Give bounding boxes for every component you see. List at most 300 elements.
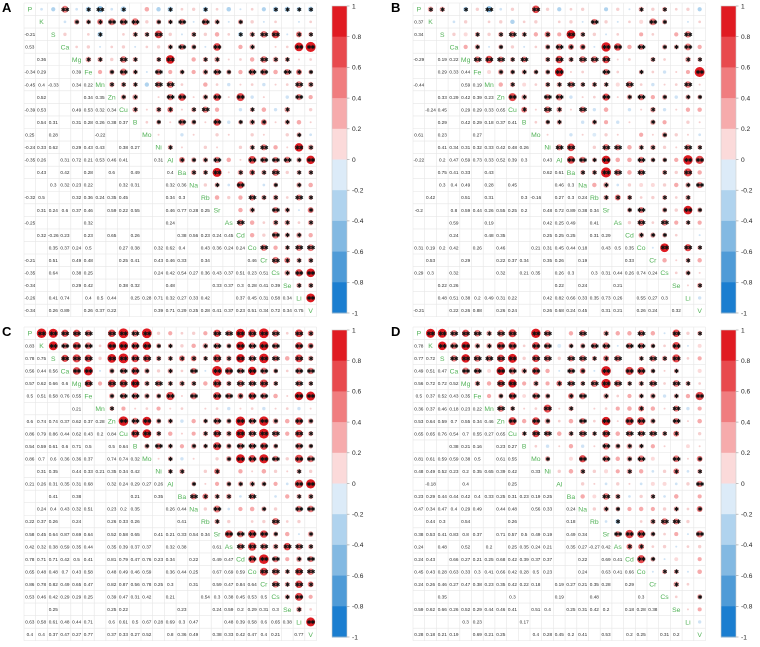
svg-text:✱✱: ✱✱ — [119, 394, 128, 401]
element-label: As — [224, 220, 233, 228]
svg-text:0.24: 0.24 — [578, 569, 588, 575]
svg-text:0.39: 0.39 — [496, 469, 506, 475]
svg-text:0.62: 0.62 — [72, 418, 82, 424]
svg-text:✱✱: ✱✱ — [84, 356, 93, 363]
element-label: Rb — [589, 518, 599, 526]
colorbar-tick-label: -0.4 — [352, 218, 364, 226]
svg-text:✱: ✱ — [226, 481, 231, 488]
svg-text:0.49: 0.49 — [461, 182, 471, 188]
svg-text:0.49: 0.49 — [118, 569, 129, 575]
svg-text:✱: ✱ — [686, 195, 690, 202]
svg-text:0.48: 0.48 — [83, 257, 93, 263]
svg-text:0.7: 0.7 — [462, 431, 469, 437]
svg-text:0.71: 0.71 — [48, 556, 58, 562]
svg-text:✱✱: ✱✱ — [461, 331, 470, 338]
svg-text:✱✱: ✱✱ — [684, 82, 692, 89]
svg-text:0.74: 0.74 — [118, 456, 129, 462]
svg-text:0.6: 0.6 — [260, 619, 268, 625]
svg-text:✱: ✱ — [697, 594, 702, 601]
svg-text:✱✱: ✱✱ — [602, 170, 610, 177]
svg-text:✱✱: ✱✱ — [119, 19, 128, 26]
svg-text:0.24: 0.24 — [72, 519, 82, 525]
svg-text:✱✱: ✱✱ — [625, 431, 634, 438]
element-label: Zn — [496, 94, 505, 102]
svg-text:0.59: 0.59 — [107, 207, 117, 213]
element-label: S — [50, 355, 56, 363]
svg-text:✱✱: ✱✱ — [602, 145, 610, 152]
panel-c-label: C — [2, 324, 12, 339]
svg-text:0.37: 0.37 — [224, 308, 234, 314]
svg-text:✱: ✱ — [569, 394, 573, 401]
svg-text:0.41: 0.41 — [48, 494, 58, 500]
svg-text:0.32: 0.32 — [449, 270, 459, 276]
element-label: Sr — [602, 207, 610, 215]
svg-text:✱: ✱ — [168, 19, 173, 26]
svg-text:0.35: 0.35 — [566, 544, 576, 550]
svg-text:0.23: 0.23 — [484, 581, 494, 587]
svg-text:0.47: 0.47 — [247, 632, 257, 638]
svg-text:0.41: 0.41 — [589, 220, 599, 226]
svg-text:0.53: 0.53 — [414, 418, 424, 424]
svg-text:✱: ✱ — [308, 419, 313, 426]
colorbar-ticks — [736, 3, 753, 317]
svg-text:0.25: 0.25 — [153, 581, 164, 587]
svg-text:✱: ✱ — [545, 456, 550, 463]
element-label: Ba — [177, 169, 187, 177]
svg-text:0.39: 0.39 — [235, 619, 246, 625]
svg-text:0.59: 0.59 — [212, 581, 222, 587]
svg-text:0.27: 0.27 — [118, 245, 129, 251]
svg-text:✱: ✱ — [615, 195, 620, 202]
svg-text:✱✱: ✱✱ — [695, 70, 704, 77]
svg-text:✱✱: ✱✱ — [531, 419, 540, 426]
svg-text:0.21: 0.21 — [437, 632, 447, 638]
svg-text:✱✱: ✱✱ — [306, 569, 315, 576]
element-label: As — [224, 544, 233, 552]
svg-text:0.31: 0.31 — [72, 119, 82, 125]
svg-text:0.5: 0.5 — [131, 619, 139, 625]
svg-text:✱✱: ✱✱ — [306, 295, 315, 302]
svg-text:✱: ✱ — [662, 157, 667, 164]
svg-text:✱✱: ✱✱ — [695, 157, 704, 164]
svg-text:0.37: 0.37 — [72, 207, 82, 213]
element-label: As — [613, 544, 622, 552]
svg-text:✱✱: ✱✱ — [224, 331, 233, 338]
svg-text:✱✱: ✱✱ — [306, 245, 315, 252]
svg-text:0.58: 0.58 — [118, 531, 129, 537]
svg-text:0.31: 0.31 — [72, 481, 82, 487]
svg-text:0.26: 0.26 — [449, 283, 459, 289]
svg-text:0.26: 0.26 — [461, 308, 471, 314]
svg-text:0.21: 0.21 — [542, 544, 553, 550]
svg-text:✱✱: ✱✱ — [119, 70, 128, 77]
colorbar-tick-label: 0.2 — [741, 126, 751, 134]
svg-text:✱: ✱ — [297, 494, 301, 501]
colorbar-tick-label: -0.4 — [741, 542, 753, 550]
element-label: Zn — [107, 94, 116, 102]
svg-text:✱: ✱ — [156, 431, 161, 438]
svg-text:✱✱: ✱✱ — [213, 368, 221, 375]
svg-text:✱: ✱ — [308, 32, 313, 39]
svg-text:0.89: 0.89 — [566, 207, 576, 213]
svg-text:✱: ✱ — [308, 258, 313, 265]
svg-text:0.33: 0.33 — [484, 157, 494, 163]
svg-text:✱✱: ✱✱ — [578, 107, 587, 114]
svg-text:✱: ✱ — [627, 444, 632, 451]
svg-text:✱: ✱ — [238, 120, 243, 127]
panel-d — [389, 324, 760, 647]
svg-text:✱✱: ✱✱ — [684, 245, 692, 252]
svg-text:0.47: 0.47 — [118, 594, 129, 600]
element-label: Mn — [484, 405, 494, 413]
svg-text:0.62: 0.62 — [165, 245, 175, 251]
svg-text:✱✱: ✱✱ — [684, 145, 692, 152]
svg-text:✱✱: ✱✱ — [259, 32, 268, 39]
svg-text:0.24: 0.24 — [414, 544, 424, 550]
svg-text:✱: ✱ — [285, 120, 290, 127]
svg-text:0.33: 0.33 — [449, 69, 459, 75]
svg-text:0.25: 0.25 — [83, 270, 93, 276]
svg-text:0.25: 0.25 — [542, 232, 553, 238]
svg-text:✱: ✱ — [662, 233, 667, 240]
element-label: Se — [672, 606, 681, 614]
svg-text:✱: ✱ — [627, 208, 632, 215]
svg-text:0.44: 0.44 — [484, 607, 494, 613]
svg-text:-0.18: -0.18 — [425, 481, 436, 487]
svg-text:-0.16: -0.16 — [530, 195, 542, 201]
svg-text:0.53: 0.53 — [601, 632, 611, 638]
svg-text:✱✱: ✱✱ — [648, 431, 657, 438]
colorbar-tick-label: 0.2 — [741, 450, 751, 458]
svg-text:✱: ✱ — [156, 120, 161, 127]
svg-text:-0.32: -0.32 — [24, 195, 36, 201]
element-label: Fe — [473, 393, 482, 401]
svg-text:0.69: 0.69 — [601, 556, 611, 562]
svg-text:✱: ✱ — [261, 170, 266, 177]
svg-text:✱: ✱ — [522, 107, 527, 114]
svg-text:0.55: 0.55 — [72, 393, 82, 399]
svg-text:✱: ✱ — [639, 381, 644, 388]
svg-text:✱✱: ✱✱ — [213, 331, 221, 338]
colorbar-tick-label: 0.8 — [352, 34, 362, 41]
svg-text:✱✱: ✱✱ — [213, 120, 221, 127]
svg-text:-0.25: -0.25 — [24, 220, 36, 226]
svg-text:✱✱: ✱✱ — [660, 245, 669, 252]
svg-text:0.21: 0.21 — [72, 406, 82, 412]
element-label: P — [416, 330, 422, 338]
svg-text:✱: ✱ — [203, 444, 208, 451]
svg-text:0.53: 0.53 — [25, 44, 35, 50]
svg-text:✱: ✱ — [650, 120, 655, 127]
svg-text:0.34: 0.34 — [165, 195, 175, 201]
element-label: Mg — [460, 56, 471, 64]
svg-text:0.72: 0.72 — [554, 207, 564, 213]
svg-text:✱: ✱ — [674, 44, 679, 51]
svg-text:✱: ✱ — [308, 170, 313, 177]
svg-text:✱✱: ✱✱ — [283, 544, 292, 551]
element-label: B — [132, 119, 138, 127]
svg-text:0.36: 0.36 — [165, 569, 175, 575]
svg-text:✱✱: ✱✱ — [637, 343, 646, 350]
svg-text:0.25: 0.25 — [189, 308, 199, 314]
svg-text:✱✱: ✱✱ — [543, 356, 552, 363]
colorbar-tick-label: 0.8 — [741, 358, 751, 365]
svg-text:✱✱: ✱✱ — [684, 157, 692, 164]
svg-text:✱: ✱ — [191, 381, 196, 388]
svg-text:0.3: 0.3 — [178, 619, 186, 625]
svg-text:✱✱: ✱✱ — [648, 356, 657, 363]
svg-text:✱✱: ✱✱ — [602, 456, 610, 463]
svg-text:0.53: 0.53 — [247, 594, 257, 600]
element-label: Na — [578, 506, 588, 514]
svg-text:0.77: 0.77 — [177, 207, 187, 213]
svg-text:0.44: 0.44 — [496, 506, 506, 512]
svg-text:0.38: 0.38 — [72, 270, 82, 276]
svg-text:0.27: 0.27 — [189, 270, 199, 276]
svg-text:✱✱: ✱✱ — [131, 394, 140, 401]
svg-text:✱✱: ✱✱ — [271, 258, 280, 265]
svg-text:0.5: 0.5 — [96, 295, 104, 301]
svg-text:0.64: 0.64 — [83, 531, 93, 537]
svg-text:✱: ✱ — [308, 195, 313, 202]
svg-text:0.24: 0.24 — [578, 283, 588, 289]
svg-text:0.28: 0.28 — [437, 569, 447, 575]
svg-text:0.59: 0.59 — [414, 607, 424, 613]
svg-text:0.49: 0.49 — [414, 368, 424, 374]
svg-text:✱✱: ✱✱ — [166, 95, 175, 102]
svg-text:✱✱: ✱✱ — [119, 356, 128, 363]
svg-text:✱: ✱ — [308, 208, 313, 215]
svg-text:0.32: 0.32 — [107, 481, 117, 487]
svg-text:0.76: 0.76 — [60, 393, 70, 399]
svg-text:✱: ✱ — [261, 195, 266, 202]
svg-text:0.18: 0.18 — [449, 406, 459, 412]
svg-text:0.31: 0.31 — [601, 270, 611, 276]
svg-text:✱✱: ✱✱ — [555, 145, 564, 152]
element-label: Na — [189, 506, 199, 514]
svg-text:✱✱: ✱✱ — [236, 444, 245, 451]
svg-text:✱: ✱ — [308, 145, 313, 152]
svg-text:✱✱: ✱✱ — [555, 57, 564, 64]
svg-text:✱✱: ✱✱ — [271, 343, 280, 350]
svg-text:✱: ✱ — [109, 70, 114, 77]
svg-text:0.23: 0.23 — [484, 94, 494, 100]
svg-text:0.2: 0.2 — [602, 607, 610, 613]
svg-text:0.5: 0.5 — [108, 443, 116, 449]
svg-text:0.36: 0.36 — [177, 632, 187, 638]
svg-text:0.86: 0.86 — [25, 431, 35, 437]
svg-text:0.25: 0.25 — [130, 295, 140, 301]
svg-text:0.44: 0.44 — [613, 270, 623, 276]
svg-text:0.38: 0.38 — [130, 245, 140, 251]
svg-text:0.29: 0.29 — [414, 270, 424, 276]
svg-text:✱✱: ✱✱ — [213, 394, 221, 401]
svg-text:✱✱: ✱✱ — [248, 557, 257, 564]
svg-text:✱✱: ✱✱ — [684, 44, 692, 51]
svg-text:-0.34: -0.34 — [24, 308, 36, 314]
svg-text:✱: ✱ — [203, 343, 208, 350]
svg-text:✱✱: ✱✱ — [625, 82, 634, 89]
svg-text:✱: ✱ — [191, 481, 196, 488]
svg-text:0.56: 0.56 — [48, 368, 58, 374]
svg-text:0.26: 0.26 — [48, 308, 58, 314]
panel-c-matrix — [2, 324, 371, 647]
svg-text:✱✱: ✱✱ — [84, 331, 93, 338]
svg-text:✱: ✱ — [592, 120, 597, 127]
element-label: Mn — [95, 405, 105, 413]
svg-text:0.3: 0.3 — [427, 270, 434, 276]
svg-text:✱✱: ✱✱ — [271, 356, 280, 363]
element-label: Ca — [449, 44, 459, 52]
svg-text:✱: ✱ — [557, 107, 562, 114]
svg-text:0.33: 0.33 — [177, 531, 187, 537]
svg-text:✱: ✱ — [273, 57, 278, 64]
svg-text:✱✱: ✱✱ — [236, 419, 245, 426]
svg-text:0.61: 0.61 — [496, 456, 506, 462]
svg-text:0.39: 0.39 — [507, 157, 518, 163]
svg-text:0.64: 0.64 — [48, 270, 58, 276]
svg-text:0.29: 0.29 — [624, 581, 635, 587]
matrix-svg — [391, 324, 760, 646]
svg-text:✱✱: ✱✱ — [306, 506, 315, 513]
svg-text:0.3: 0.3 — [474, 569, 481, 575]
svg-text:✱✱: ✱✱ — [508, 343, 517, 350]
svg-text:0.68: 0.68 — [554, 308, 564, 314]
svg-text:0.71: 0.71 — [165, 308, 175, 314]
svg-text:0.47: 0.47 — [437, 368, 447, 374]
element-label: Cd — [236, 232, 245, 240]
svg-text:0.59: 0.59 — [437, 456, 447, 462]
svg-text:0.24: 0.24 — [414, 556, 424, 562]
colorbar-tick-label: -0.8 — [741, 603, 753, 611]
svg-text:✱: ✱ — [522, 70, 527, 77]
svg-text:0.16: 0.16 — [472, 443, 482, 449]
svg-text:✱: ✱ — [273, 544, 278, 551]
svg-text:✱: ✱ — [510, 406, 515, 413]
svg-text:✱✱: ✱✱ — [236, 431, 245, 438]
svg-text:✱✱: ✱✱ — [295, 582, 303, 589]
svg-text:✱✱: ✱✱ — [531, 431, 540, 438]
svg-text:✱: ✱ — [674, 469, 679, 476]
svg-text:0.35: 0.35 — [95, 94, 105, 100]
svg-text:0.71: 0.71 — [153, 295, 164, 301]
svg-text:0.37: 0.37 — [95, 308, 105, 314]
svg-text:✱✱: ✱✱ — [496, 343, 505, 350]
svg-text:✱✱: ✱✱ — [496, 368, 505, 375]
svg-text:✱✱: ✱✱ — [295, 544, 303, 551]
svg-text:✱: ✱ — [487, 343, 491, 350]
svg-text:✱: ✱ — [308, 283, 313, 290]
svg-text:0.21: 0.21 — [519, 270, 529, 276]
svg-text:✱✱: ✱✱ — [259, 419, 268, 426]
element-label: Co — [247, 569, 257, 577]
svg-text:0.53: 0.53 — [95, 157, 105, 163]
svg-text:✱: ✱ — [686, 95, 690, 102]
svg-text:0.19: 0.19 — [449, 632, 459, 638]
colorbar-tick-label: -1 — [352, 634, 358, 642]
svg-text:✱: ✱ — [156, 107, 161, 114]
svg-text:✱: ✱ — [545, 32, 550, 39]
svg-text:✱✱: ✱✱ — [259, 456, 268, 463]
svg-text:0.46: 0.46 — [484, 418, 494, 424]
svg-text:0.51: 0.51 — [425, 368, 436, 374]
colorbar-tick-label: -1 — [741, 310, 747, 318]
element-label: Mo — [142, 456, 152, 464]
element-label: P — [27, 6, 33, 14]
svg-text:0.44: 0.44 — [461, 69, 471, 75]
svg-text:0.42: 0.42 — [48, 594, 58, 600]
svg-text:✱✱: ✱✱ — [271, 157, 280, 164]
colorbar-tick-label: 0.4 — [741, 95, 751, 103]
svg-text:0.23: 0.23 — [153, 556, 164, 562]
svg-text:0.47: 0.47 — [60, 632, 70, 638]
svg-text:0.35: 0.35 — [48, 469, 58, 475]
svg-text:0.53: 0.53 — [83, 107, 93, 113]
svg-text:0.29: 0.29 — [425, 494, 436, 500]
svg-text:0.22: 0.22 — [507, 295, 518, 301]
svg-text:0.4: 0.4 — [450, 182, 458, 188]
svg-text:0.46: 0.46 — [496, 245, 506, 251]
svg-text:✱: ✱ — [545, 44, 550, 51]
svg-text:✱✱: ✱✱ — [295, 95, 303, 102]
svg-text:✱✱: ✱✱ — [295, 394, 303, 401]
element-label: B — [521, 443, 527, 451]
svg-text:0.41: 0.41 — [83, 556, 93, 562]
svg-text:✱: ✱ — [238, 32, 243, 39]
svg-text:✱✱: ✱✱ — [213, 444, 221, 451]
svg-text:✱: ✱ — [285, 7, 290, 14]
svg-text:0.52: 0.52 — [449, 381, 459, 387]
svg-text:0.27: 0.27 — [472, 132, 482, 138]
colorbar-tick-label: 0.4 — [352, 419, 362, 427]
svg-text:0.67: 0.67 — [142, 619, 152, 625]
svg-text:0.29: 0.29 — [472, 119, 482, 125]
svg-text:0.51: 0.51 — [48, 257, 58, 263]
svg-text:0.35: 0.35 — [496, 581, 506, 587]
svg-text:0.3: 0.3 — [567, 270, 575, 276]
element-label: Fe — [84, 393, 93, 401]
element-label: Ba — [177, 493, 187, 501]
svg-text:0.43: 0.43 — [484, 170, 494, 176]
svg-text:✱✱: ✱✱ — [695, 481, 704, 488]
svg-text:0.44: 0.44 — [36, 368, 47, 374]
svg-text:0.66: 0.66 — [566, 295, 576, 301]
svg-text:0.3: 0.3 — [567, 182, 575, 188]
svg-text:✱: ✱ — [203, 170, 208, 177]
svg-text:0.29: 0.29 — [72, 145, 82, 151]
svg-text:✱: ✱ — [109, 394, 114, 401]
element-label: Cd — [236, 556, 245, 564]
svg-text:✱: ✱ — [557, 82, 562, 89]
svg-text:0.45: 0.45 — [247, 295, 257, 301]
svg-text:0.26: 0.26 — [107, 519, 117, 525]
svg-text:✱: ✱ — [580, 368, 585, 375]
colorbar-tick-label: 0 — [352, 480, 356, 488]
element-label: Mn — [95, 81, 105, 89]
svg-text:0.84: 0.84 — [235, 581, 246, 587]
svg-text:0.26: 0.26 — [48, 519, 58, 525]
svg-text:✱: ✱ — [285, 270, 290, 277]
svg-text:0.56: 0.56 — [130, 581, 140, 587]
svg-text:0.81: 0.81 — [107, 556, 117, 562]
svg-text:0.29: 0.29 — [60, 594, 70, 600]
svg-text:0.38: 0.38 — [648, 607, 658, 613]
svg-text:0.68: 0.68 — [83, 481, 93, 487]
svg-text:0.22: 0.22 — [437, 283, 447, 289]
svg-text:✱: ✱ — [674, 506, 679, 513]
svg-text:0.34: 0.34 — [449, 145, 459, 151]
svg-text:✱: ✱ — [297, 7, 301, 14]
